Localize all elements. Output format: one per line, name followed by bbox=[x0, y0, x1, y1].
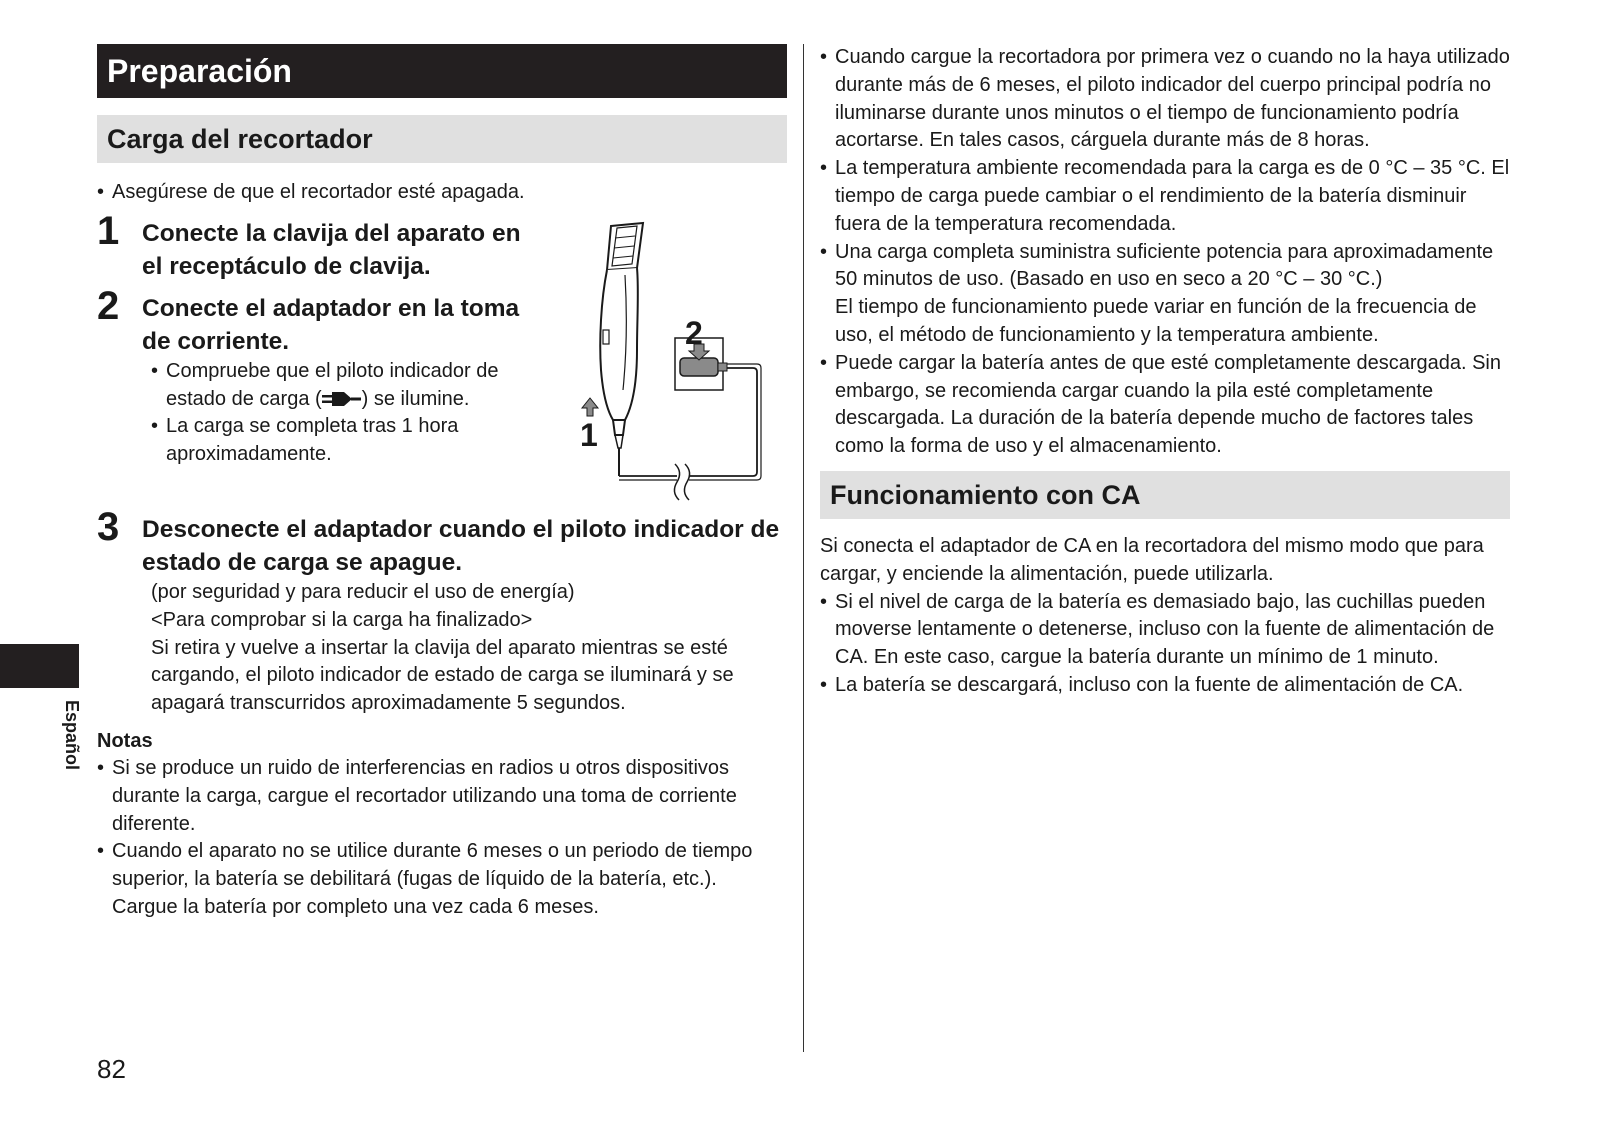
charge-plug-icon bbox=[322, 389, 362, 407]
note-item: • Si se produce un ruido de interferencias en radios u otros dispositivos durante la carga, cargue el recortador utilizando una toma de corriente diferente. bbox=[97, 755, 787, 838]
step-2 bbox=[97, 283, 542, 469]
step-3-line: <Para comprobar si la carga ha finalizado> bbox=[151, 608, 533, 631]
step-3-line: (por seguridad y para reducir el uso de energía) bbox=[151, 580, 575, 603]
section-heading-charging: Carga del recortador bbox=[97, 115, 787, 163]
step-2-bullet: • La carga se completa tras 1 hora aproximadamente. bbox=[151, 413, 542, 469]
illustration-label-2: 2 bbox=[685, 315, 703, 351]
right-column bbox=[820, 44, 1510, 700]
step-number: 1 bbox=[97, 208, 120, 253]
bullet-text: ) se ilumine. bbox=[361, 387, 470, 410]
right-bullet: • La temperatura ambiente recomendada para la carga es de 0 °C – 35 °C. El tiempo de carga puede cambiar o el rendimiento de la batería disminuir fuera de la temperatura recomendada. bbox=[820, 155, 1510, 238]
right-bullet-continuation: El tiempo de funcionamiento puede variar en función de la frecuencia de uso, el método de funcionamiento y la temperatura ambiente. bbox=[835, 296, 1477, 346]
note-item: • Cuando el aparato no se utilice durante 6 meses o un periodo de tiempo superior, la batería se debilitará (fugas de líquido de la batería, etc.). Cargue la batería por completo una vez cada 6 meses. bbox=[97, 838, 787, 921]
step-3 bbox=[97, 504, 787, 718]
intro-bullet: • Asegúrese de que el recortador esté apagada. bbox=[97, 179, 787, 207]
step-text: Conecte el adaptador en la toma de corriente. bbox=[142, 294, 520, 355]
step-number: 2 bbox=[97, 283, 120, 328]
column-divider bbox=[803, 44, 804, 1052]
bullet-text: Compruebe que el piloto indicador de estado de carga ( bbox=[166, 359, 499, 410]
illustration-label-1: 1 bbox=[580, 417, 598, 453]
step-number: 3 bbox=[97, 504, 120, 549]
ac-intro: Si conecta el adaptador de CA en la recortadora del mismo modo que para cargar, y enciende la alimentación, puede utilizarla. bbox=[820, 534, 1484, 585]
step-2-bullet bbox=[151, 358, 542, 414]
notes-heading: Notas bbox=[97, 729, 153, 752]
page-title: Preparación bbox=[97, 44, 787, 98]
charging-illustration bbox=[580, 220, 785, 505]
ac-bullet: • La batería se descargará, incluso con la fuente de alimentación de CA. bbox=[820, 672, 1510, 700]
right-bullet: • Cuando cargue la recortadora por primera vez o cuando no la haya utilizado durante más de 6 meses, el piloto indicador del cuerpo principal podría no iluminarse durante unos minutos o el tiempo de funcionamiento podría acortarse. En tales casos, cárguela durante más de 8 horas. bbox=[820, 44, 1510, 155]
section-heading-ac: Funcionamiento con CA bbox=[820, 471, 1510, 519]
language-tab bbox=[0, 644, 79, 688]
step-text: Desconecte el adaptador cuando el piloto indicador de estado de carga se apague. bbox=[142, 515, 780, 576]
page-number: 82 bbox=[97, 1054, 126, 1084]
trimmer-drawing bbox=[600, 223, 643, 476]
step-text: Conecte la clavija del aparato en el receptáculo de clavija. bbox=[142, 219, 521, 280]
ac-bullet: • Si el nivel de carga de la batería es demasiado bajo, las cuchillas pueden moverse lentamente o detenerse, incluso con la fuente de alimentación de CA. En este caso, cargue la batería durante un mínimo de 1 minuto. bbox=[820, 589, 1510, 672]
power-cord bbox=[619, 364, 761, 500]
step-1 bbox=[97, 208, 542, 283]
up-arrow-icon bbox=[582, 398, 598, 416]
step-3-line: Si retira y vuelve a insertar la clavija del aparato mientras se esté cargando, el piloto indicador de estado de carga se iluminará y se apagará transcurridos aproximadamente 5 segundos. bbox=[151, 636, 734, 715]
language-label: Español bbox=[62, 700, 82, 771]
right-bullet: • Puede cargar la batería antes de que esté completamente descargada. Sin embargo, se recomienda cargar cuando la pila esté completamente descargada. La duración de la batería depende mucho de factores tales como la forma de uso y el almacenamiento. bbox=[820, 350, 1510, 461]
right-bullet: • Una carga completa suministra suficiente potencia para aproximadamente 50 minutos de uso. (Basado en uso en seco a 20 °C – 30 °C.) bbox=[820, 239, 1510, 295]
